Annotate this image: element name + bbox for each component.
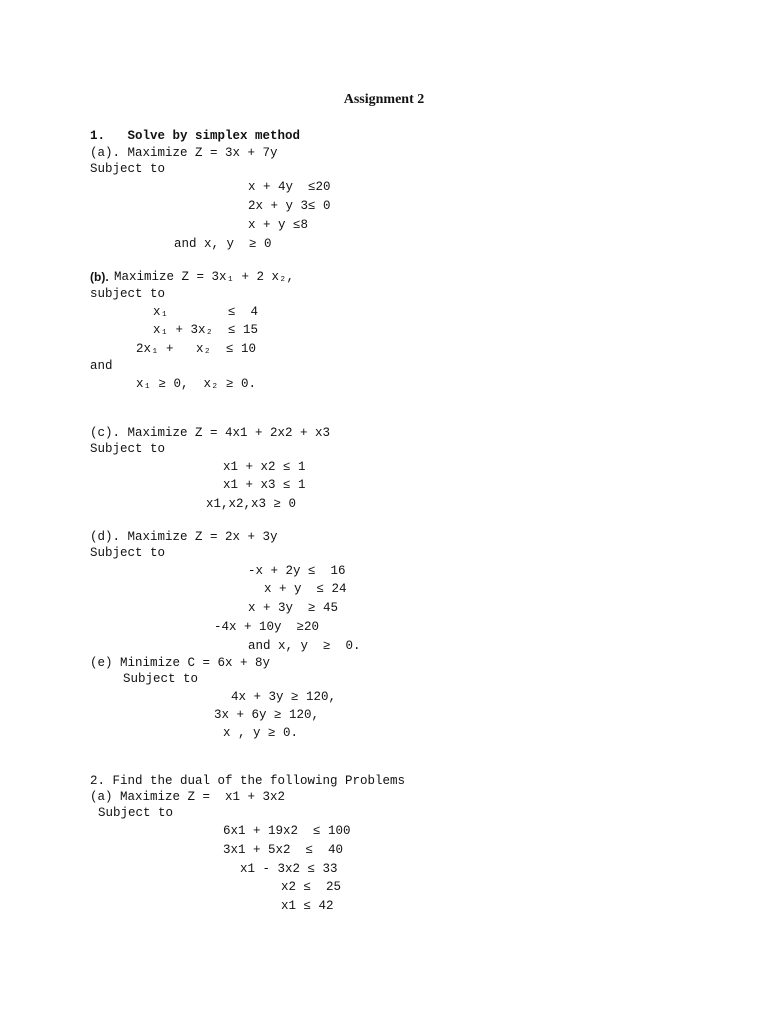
q1c-subject: Subject to [90,442,166,456]
q1e-constraint-1: 4x + 3y ≥ 120, [231,690,337,704]
q1d-constraint-4: -4x + 10y ≥20 [214,620,320,634]
q1a-nonneg: and x, y ≥ 0 [174,237,272,251]
q2a-constraint-3: x1 - 3x2 ≤ 33 [240,862,338,876]
q1b-constraint-3: 2x₁ + x₂ ≤ 10 [136,342,257,356]
page-title: Assignment 2 [343,92,425,107]
q2a-constraint-1: 6x1 + 19x2 ≤ 100 [223,824,351,838]
q1c-constraint-1: x1 + x2 ≤ 1 [223,460,306,474]
q1b-constraint-2: x₁ + 3x₂ ≤ 15 [153,323,259,337]
q1-heading: 1. Solve by simplex method [90,129,301,143]
q1b-and: and [90,359,113,373]
q2-heading: 2. Find the dual of the following Problems [90,774,406,788]
q1e-subject: Subject to [123,672,199,686]
q1d-objective: (d). Maximize Z = 2x + 3y [90,530,278,544]
q1e-constraint-2: 3x + 6y ≥ 120, [214,708,320,722]
q2a-subject: Subject to [98,806,174,820]
q1e-nonneg: x , y ≥ 0. [223,726,299,740]
q1a-objective: (a). Maximize Z = 3x + 7y [90,146,278,160]
q2a-constraint-4: x2 ≤ 25 [281,880,342,894]
q1d-constraint-3: x + 3y ≥ 45 [248,601,339,615]
q1b-label: (b). [90,270,109,284]
q1c-nonneg: x1,x2,x3 ≥ 0 [206,497,297,511]
q1a-constraint-2: 2x + y 3≤ 0 [248,199,331,213]
q2a-constraint-2: 3x1 + 5x2 ≤ 40 [223,843,344,857]
q1c-constraint-2: x1 + x3 ≤ 1 [223,478,306,492]
q1d-nonneg: and x, y ≥ 0. [248,639,361,653]
q1b-subject: subject to [90,287,166,301]
q1a-constraint-1: x + 4y ≤20 [248,180,331,194]
q1a-subject: Subject to [90,162,166,176]
q1a-constraint-3: x + y ≤8 [248,218,309,232]
q2a-objective: (a) Maximize Z = x1 + 3x2 [90,790,286,804]
q1d-constraint-2: x + y ≤ 24 [264,582,347,596]
q1b-nonneg: x₁ ≥ 0, x₂ ≥ 0. [136,377,257,391]
q2a-constraint-5: x1 ≤ 42 [281,899,334,913]
q1c-objective: (c). Maximize Z = 4x1 + 2x2 + x3 [90,426,331,440]
q1e-objective: (e) Minimize C = 6x + 8y [90,656,271,670]
q1d-subject: Subject to [90,546,166,560]
q1d-constraint-1: -x + 2y ≤ 16 [248,564,346,578]
q1b-objective: Maximize Z = 3x₁ + 2 x₂, [114,270,295,284]
q1b-constraint-1: x₁ ≤ 4 [153,305,259,319]
